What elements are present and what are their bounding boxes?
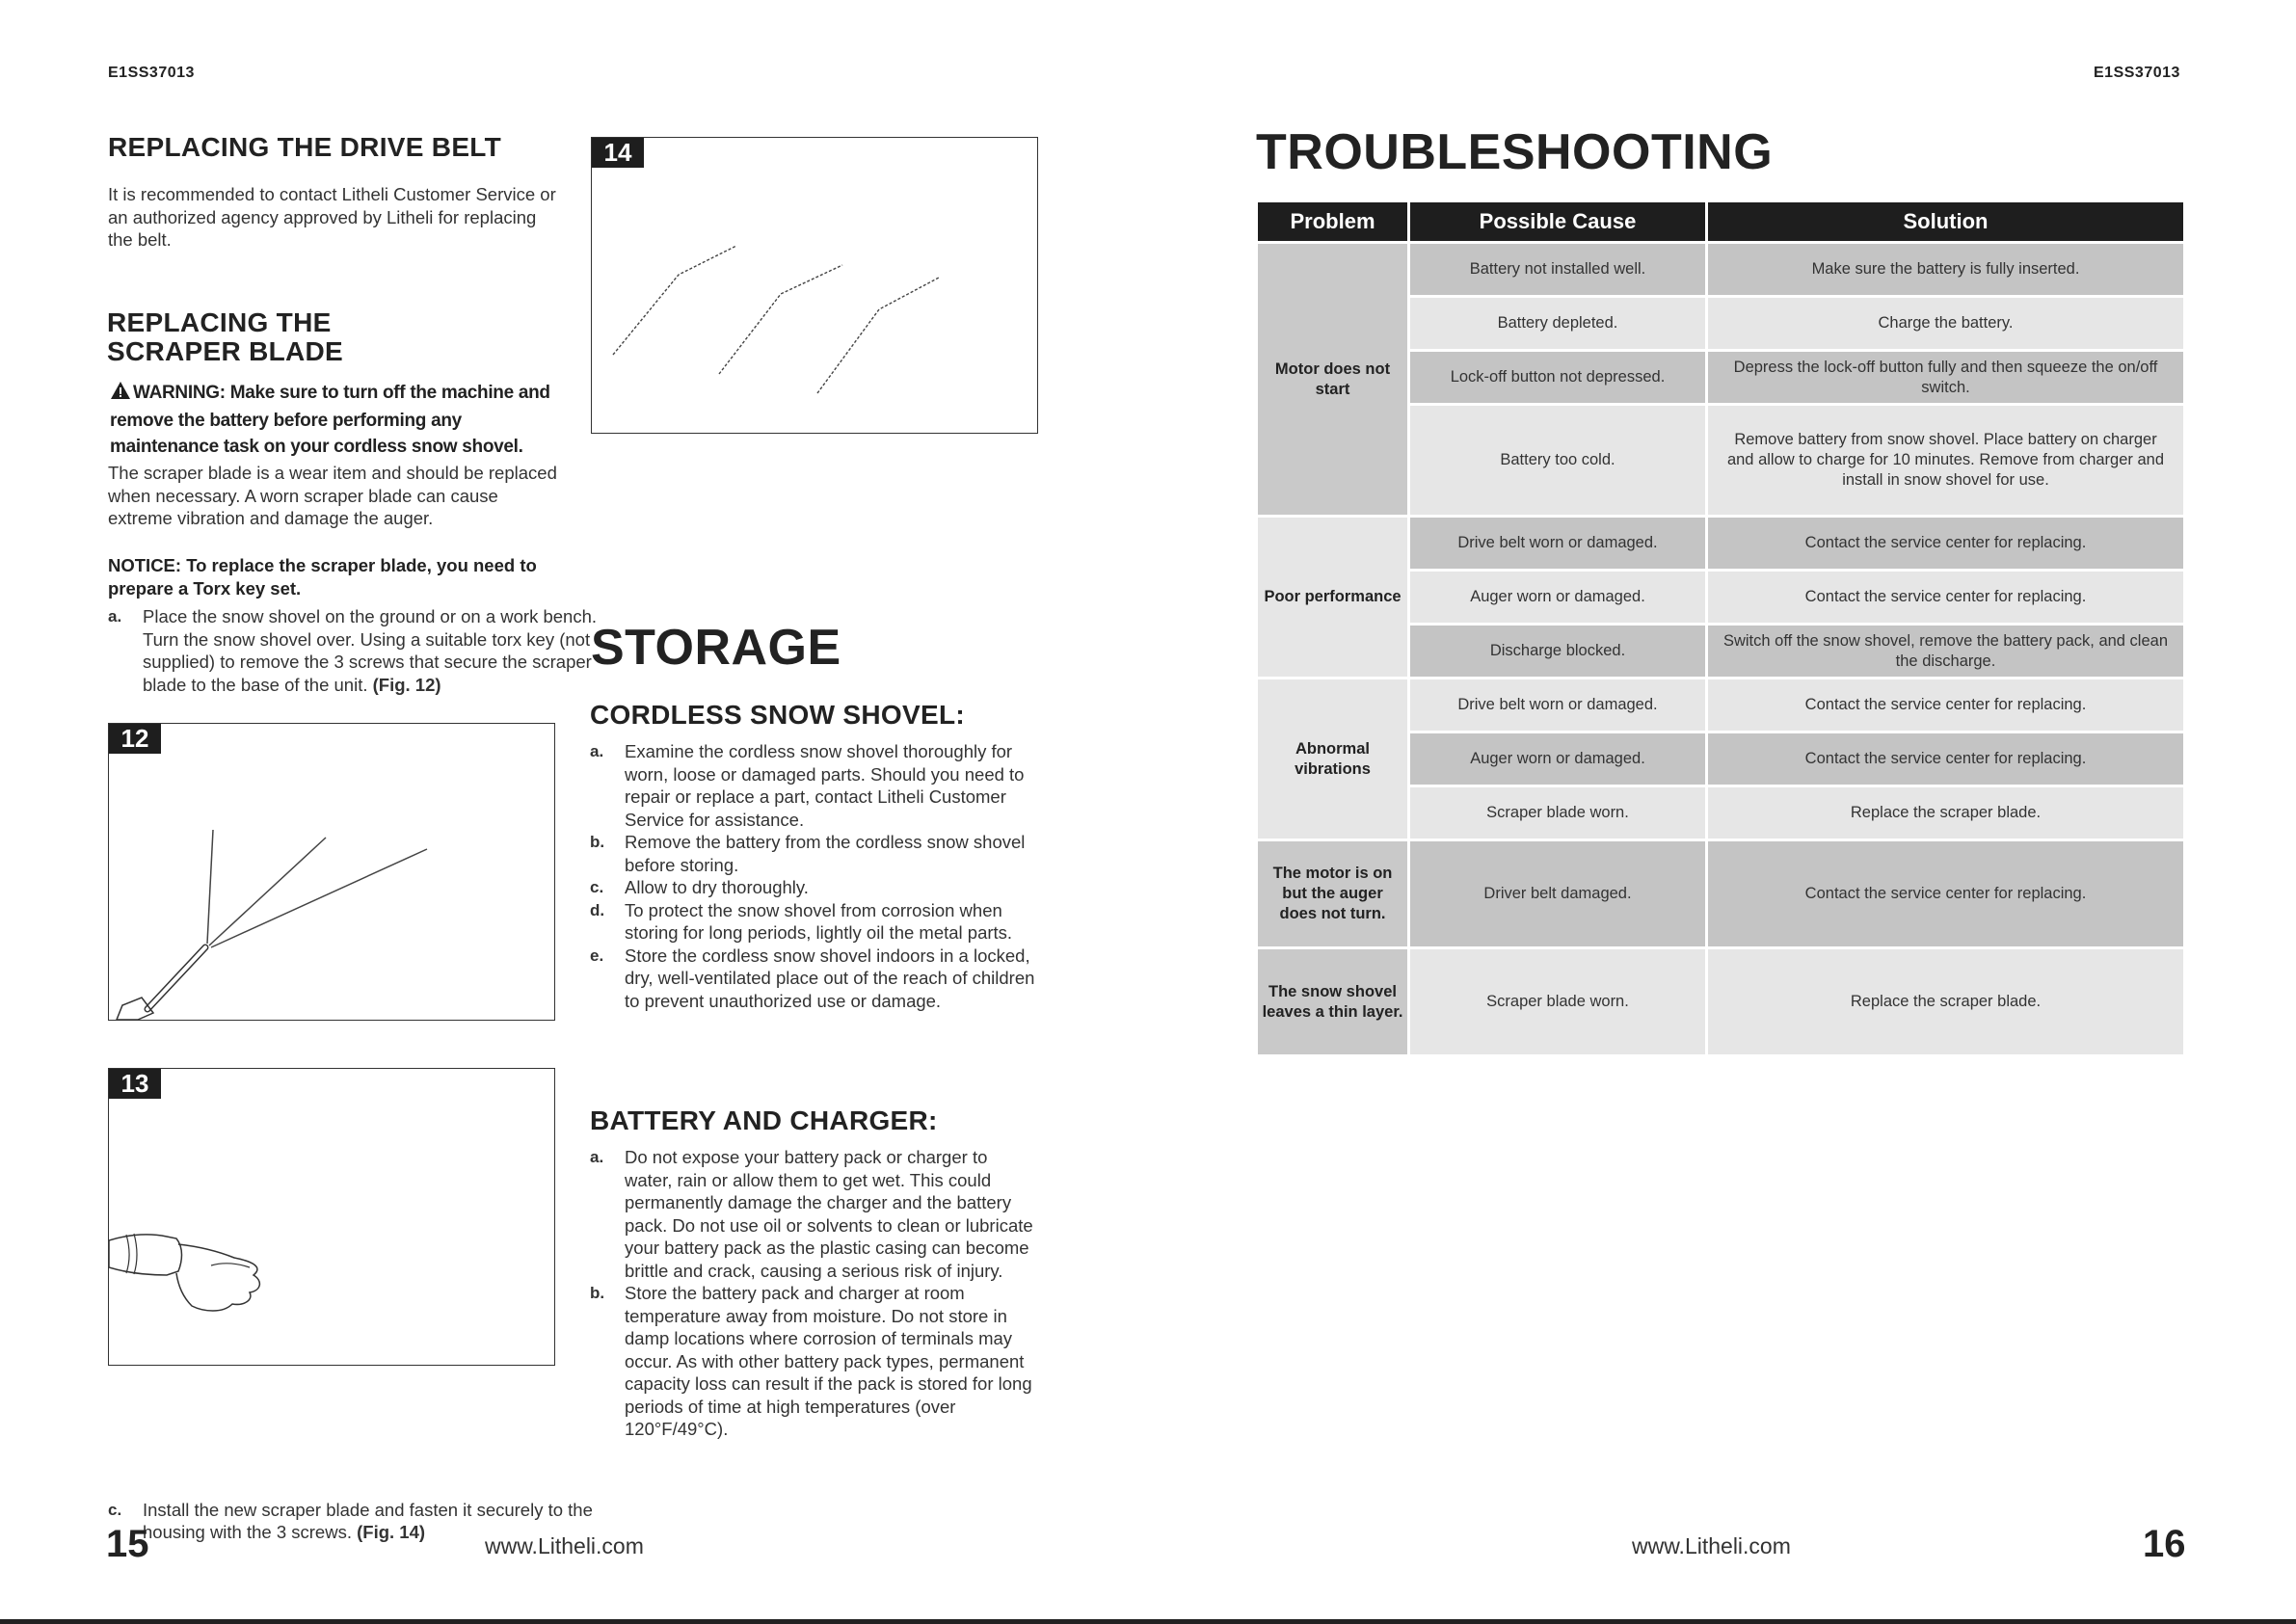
storage-item [590,945,1037,1013]
item-text: Do not expose your battery pack or charger to water, rain or allow them to get wet. This could permanently damage the charger and the battery pack. Do not use oil or solvents to clean or lubricate your battery pack as the plastic casing can become brittle and crack, causing a serious risk of injury. [625,1147,1033,1281]
scraper-removal-illustration [109,724,554,1020]
header-solution: Solution [1708,202,2183,241]
cause-cell: Battery not installed well. [1410,244,1705,295]
scraper-text: The scraper blade is a wear item and should be replaced when necessary. A worn scraper blade can cause extreme vibration and damage the auger. [108,463,557,528]
fig-ref: (Fig. 12) [372,674,441,695]
website-link-right[interactable]: www.Litheli.com [1632,1533,1791,1558]
solution-cell: Contact the service center for replacing. [1708,572,2183,623]
website-link-left[interactable]: www.Litheli.com [485,1533,644,1558]
warning-icon [110,381,131,408]
item-text: Allow to dry thoroughly. [625,877,809,897]
problem-cell: The motor is on but the auger does not turn. [1258,841,1407,946]
cause-cell: Lock-off button not depressed. [1410,352,1705,403]
item-text: Remove the battery from the cordless snow shovel before storing. [625,832,1026,875]
item-label: c. [590,878,604,896]
table-header-row [1258,202,2183,241]
solution-cell: Make sure the battery is fully inserted. [1708,244,2183,295]
cause-cell: Drive belt worn or damaged. [1410,518,1705,569]
solution-cell: Depress the lock-off button fully and then squeeze the on/off switch. [1708,352,2183,403]
solution-cell: Contact the service center for replacing. [1708,518,2183,569]
table-row [1258,949,2183,1054]
screw-insertion-illustration [592,138,1037,433]
problem-cell: Motor does not start [1258,244,1407,515]
solution-cell: Remove battery from snow shovel. Place battery on charger and allow to charge for 10 minutes. Remove from charger and install in snow shovel for use. [1708,406,2183,515]
table-row [1258,518,2183,569]
item-text: Examine the cordless snow shovel thoroughly for worn, loose or damaged parts. Should you need to repair or replace a part, contact Litheli Customer Service for assistance. [625,741,1025,830]
scraper-step-a [108,605,600,696]
cause-cell: Battery too cold. [1410,406,1705,515]
model-number-left: E1SS37013 [108,65,195,81]
solution-cell: Replace the scraper blade. [1708,787,2183,839]
page-bottom-rule [0,1619,2296,1624]
cause-cell: Driver belt damaged. [1410,841,1705,946]
cause-cell: Drive belt worn or damaged. [1410,679,1705,731]
warning-block [110,380,563,460]
item-label: b. [590,833,605,851]
cause-cell: Scraper blade worn. [1410,787,1705,839]
troubleshooting-table [1255,200,2186,1057]
item-label: d. [590,900,605,919]
scraper-blade-title [107,308,570,366]
table-row [1258,244,2183,295]
troubleshooting-title: TROUBLESHOOTING [1256,124,1774,180]
cause-cell: Discharge blocked. [1410,626,1705,677]
drive-belt-text: It is recommended to contact Litheli Customer Service or an authorized agency approved by Litheli for replacing the belt. [108,184,556,250]
problem-cell: Poor performance [1258,518,1407,677]
notice-text: NOTICE: To replace the scraper blade, you need to prepare a Torx key set. [108,555,537,599]
cordless-shovel-subtitle: CORDLESS SNOW SHOVEL: [590,700,965,730]
solution-cell: Replace the scraper blade. [1708,949,2183,1054]
step-label: c. [108,1500,122,1519]
page-number-left: 15 [106,1523,149,1565]
storage-item [590,899,1037,945]
battery-charger-subtitle: BATTERY AND CHARGER: [590,1105,938,1135]
step-text: Install the new scraper blade and fasten it securely to the housing with the 3 screws. [143,1499,593,1542]
solution-cell: Contact the service center for replacing. [1708,733,2183,785]
item-label: a. [590,742,604,760]
warning-text: WARNING: Make sure to turn off the machine and remove the battery before performing any maintenance task on your cordless snow shovel. [110,383,550,457]
item-label: e. [590,945,604,965]
item-label: a. [590,1148,604,1166]
step-text: Place the snow shovel on the ground or on a work bench. Turn the snow shovel over. Using a suitable torx key (not supplied) to remove the 3 screws that secure the scraper blade to the base of the unit. [143,606,598,695]
figure-14 [591,137,1038,434]
figure-13 [108,1068,555,1366]
figure-number: 13 [109,1069,161,1099]
model-number-right: E1SS37013 [2094,65,2180,81]
storage-item [590,1146,1037,1282]
step-label: a. [108,607,122,626]
item-text: To protect the snow shovel from corrosion when storing for long periods, lightly oil the metal parts. [625,899,1013,943]
figure-number: 12 [109,724,161,754]
problem-cell: Abnormal vibrations [1258,679,1407,839]
figure-number: 14 [592,138,644,168]
scraper-title-line2: SCRAPER BLADE [107,336,344,366]
storage-item [590,831,1037,876]
table-row [1258,679,2183,731]
header-cause: Possible Cause [1410,202,1705,241]
item-text: Store the cordless snow shovel indoors in a locked, dry, well-ventilated place out of the reach of children to prevent unauthorized use or damage. [625,945,1035,1011]
cause-cell: Auger worn or damaged. [1410,572,1705,623]
storage-item [590,1282,1037,1441]
cause-cell: Auger worn or damaged. [1410,733,1705,785]
scraper-title-line1: REPLACING THE [107,307,332,337]
cause-cell: Scraper blade worn. [1410,949,1705,1054]
storage-shovel-list [590,740,1037,1012]
item-label: b. [590,1284,605,1302]
gloved-hand-illustration [109,1069,554,1365]
storage-battery-list [590,1146,1037,1441]
storage-title: STORAGE [591,620,841,676]
problem-cell: The snow shovel leaves a thin layer. [1258,949,1407,1054]
table-row [1258,841,2183,946]
fig-ref: (Fig. 14) [357,1522,426,1542]
storage-item [590,740,1037,831]
drive-belt-title: REPLACING THE DRIVE BELT [108,132,502,162]
page-number-right: 16 [2143,1523,2186,1565]
item-text: Store the battery pack and charger at room temperature away from moisture. Do not store in damp locations where corrosion of terminals may occur. As with other battery pack types, permanent capacity loss can result if the pack is stored for long periods of time at high temperatures (over 120°F/49°C). [625,1283,1032,1439]
storage-item [590,876,1037,899]
solution-cell: Contact the service center for replacing. [1708,841,2183,946]
solution-cell: Charge the battery. [1708,298,2183,349]
header-problem: Problem [1258,202,1407,241]
solution-cell: Contact the service center for replacing. [1708,679,2183,731]
cause-cell: Battery depleted. [1410,298,1705,349]
solution-cell: Switch off the snow shovel, remove the battery pack, and clean the discharge. [1708,626,2183,677]
figure-12 [108,723,555,1021]
